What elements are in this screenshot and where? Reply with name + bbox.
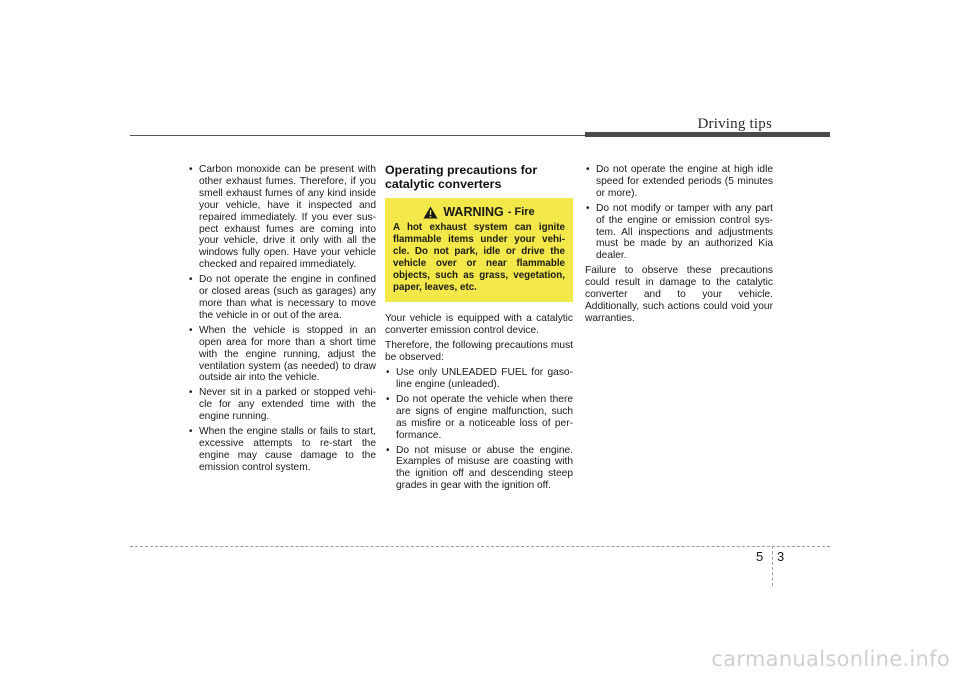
watermark: carmanualsonline.info bbox=[711, 647, 950, 671]
list-item-text: Do not modify or tamper with any part of the engine or emission control sys-tem. All inspections and adjustments must be made by an authorized Kia dealer. bbox=[596, 202, 773, 262]
warning-text: A hot exhaust system can ignite flammable items under your vehi-cle. Do not park, idle or drive the vehicle over or near flammable objects, such as grass, vegetation, paper, leaves, etc. bbox=[393, 222, 565, 293]
list-item-text: Use only UNLEADED FUEL for gaso-line engine (unleaded). bbox=[396, 367, 573, 390]
precaution-bullet-list bbox=[385, 367, 573, 492]
section-heading: Operating precautions for catalytic converters bbox=[385, 163, 538, 191]
bullet-icon: • bbox=[189, 274, 193, 286]
list-item bbox=[188, 164, 376, 271]
warning-header bbox=[393, 206, 565, 219]
list-item bbox=[385, 445, 573, 493]
column-right bbox=[585, 164, 773, 328]
list-item bbox=[585, 164, 773, 200]
column-middle bbox=[385, 164, 573, 495]
bullet-icon: • bbox=[386, 367, 390, 379]
page-number: 3 bbox=[777, 549, 785, 564]
list-item-text: Carbon monoxide can be present with other exhaust fumes. Therefore, if you smell exhaust fumes of any kind inside your vehicle, have it inspected and repaired immediately. If you ever sus-pect exhaust fumes are coming into your vehicle, drive it only with all the windows fully open. Have your vehicle checked and repaired immediately. bbox=[199, 164, 376, 271]
list-item bbox=[385, 367, 573, 391]
column-left bbox=[188, 164, 376, 477]
chapter-number: 5 bbox=[756, 549, 764, 564]
list-item bbox=[385, 394, 573, 442]
exhaust-bullet-list bbox=[188, 164, 376, 474]
header-rule-accent bbox=[585, 132, 830, 137]
list-item bbox=[188, 274, 376, 322]
bullet-icon: • bbox=[189, 324, 193, 336]
warning-box bbox=[385, 198, 573, 302]
list-item-text: When the engine stalls or fails to start, excessive attempts to re-start the engine may cause damage to the emission control system. bbox=[199, 426, 376, 473]
list-item-text: Do not operate the engine at high idle speed for extended periods (5 minutes or more). bbox=[596, 164, 773, 199]
footer-divider bbox=[772, 546, 773, 586]
list-item-text: Never sit in a parked or stopped vehi-cle for any extended time with the engine running. bbox=[199, 387, 376, 423]
list-item bbox=[188, 426, 376, 474]
list-item-text: Do not misuse or abuse the engine. Examples of misuse are coasting with the ignition off and descending steep grades in gear with the ignition off. bbox=[396, 444, 573, 492]
warning-label: WARNING bbox=[443, 204, 504, 219]
list-item-text: Do not operate the engine in confined or closed areas (such as garages) any more than what is necessary to move the vehicle in or out of the area. bbox=[199, 274, 376, 321]
bullet-icon: • bbox=[189, 426, 193, 438]
bullet-icon: • bbox=[586, 164, 590, 175]
bullet-icon: • bbox=[386, 444, 390, 456]
warning-triangle-icon bbox=[423, 206, 438, 219]
intro-paragraph: Your vehicle is equipped with a catalytic converter emission control device. bbox=[385, 313, 573, 337]
bullet-icon: • bbox=[586, 202, 590, 214]
bullet-icon: • bbox=[386, 393, 390, 405]
warning-sublabel: - Fire bbox=[507, 205, 535, 218]
list-item-text: Do not operate the vehicle when there are signs of engine malfunction, such as misfire or a noticeable loss of per-formance. bbox=[396, 393, 573, 441]
list-item bbox=[188, 325, 376, 385]
list-item bbox=[188, 387, 376, 423]
list-item-text: When the vehicle is stopped in an open area for more than a short time with the engine running, adjust the ventilation system (as needed) to draw outside air into the vehicle. bbox=[199, 324, 376, 384]
footer-rule bbox=[130, 546, 830, 547]
engine-bullet-list bbox=[585, 164, 773, 262]
closing-paragraph: Failure to observe these precautions could result in damage to the catalytic converter and to your vehicle. Additionally, such actions could void your warranties. bbox=[585, 265, 773, 324]
bullet-icon: • bbox=[189, 164, 193, 175]
list-item bbox=[585, 203, 773, 263]
section-title: Driving tips bbox=[697, 116, 772, 132]
precautions-intro: Therefore, the following precautions must be observed: bbox=[385, 340, 573, 364]
bullet-icon: • bbox=[189, 387, 193, 399]
